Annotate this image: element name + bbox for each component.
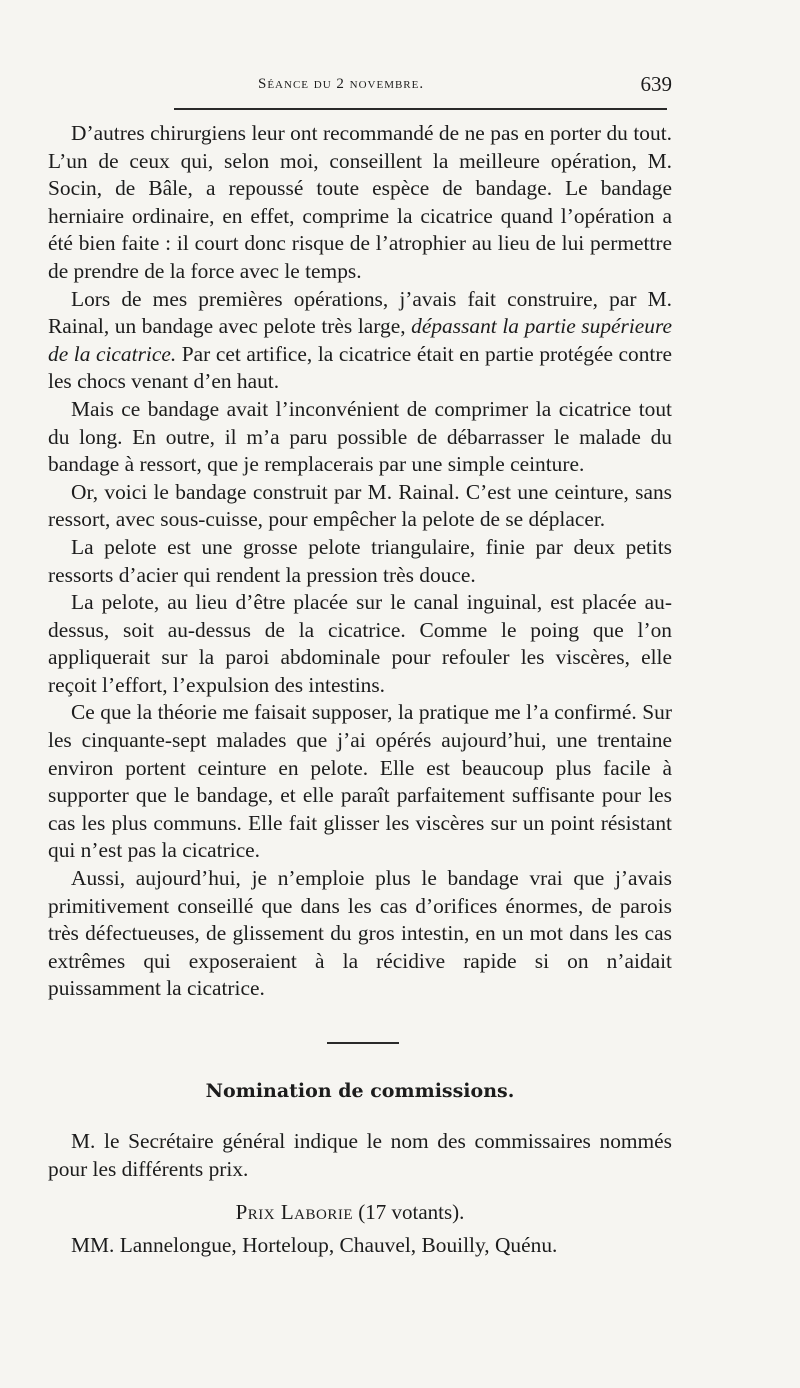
page-number: 639 — [640, 72, 672, 96]
prize-name: Prix Laborie — [235, 1200, 353, 1224]
section-divider — [327, 1042, 399, 1044]
main-text — [48, 120, 672, 1003]
paragraph: La pelote est une grosse pelote triangulaire, finie par deux petits ressorts d’acier qui rendent la pression très douce. — [48, 534, 672, 587]
section-text — [48, 1128, 672, 1183]
paragraph — [48, 286, 672, 396]
emphasized-text: dépassant la partie supérieure de la cicatrice. — [48, 314, 672, 366]
commission-members: MM. Lannelongue, Horteloup, Chauvel, Bouilly, Quénu. — [71, 1233, 558, 1257]
paragraph: La pelote, au lieu d’être placée sur le canal inguinal, est placée au-dessus, soit au-dessus de la cicatrice. Comme le poing que l’on appliquerait sur la paroi abdominale pour refouler les viscères, elle reçoit l’effort, l’expulsion des intestins. — [48, 590, 672, 697]
paragraph: Aussi, aujourd’hui, je n’emploie plus le bandage vrai que j’avais primitivement conseillé que dans les cas d’orifices énormes, de parois très défectueuses, de glissement du gros intestin, en un mot dans les cas extrêmes qui exposeraient à la récidive rapide si on n’aidait puissamment la cicatrice. — [48, 866, 672, 1001]
running-header — [48, 72, 672, 100]
paragraph: Or, voici le bandage construit par M. Rainal. C’est une ceinture, sans ressort, avec sous-cuisse, pour empêcher la pelote de se déplacer. — [48, 479, 672, 532]
section-heading: Nomination de commissions. — [205, 1080, 515, 1102]
header-rule — [174, 108, 667, 110]
prize-votes: (17 votants). — [358, 1200, 465, 1224]
paragraph: Mais ce bandage avait l’inconvénient de comprimer la cicatrice tout du long. En outre, il m’a paru possible de débarrasser le malade du bandage à ressort, que je remplacerais par une simple ceinture. — [48, 396, 672, 477]
paragraph-text: Lors de mes premières opérations, j’avais fait construire, par M. Rainal, un bandage avec pelote très large, — [48, 286, 672, 339]
paragraph-text: Par cet artifice, la cicatrice était en partie protégée contre les chocs venant d’en haut. — [48, 341, 672, 394]
paragraph: M. le Secrétaire général indique le nom des commissaires nommés pour les différents prix. — [48, 1129, 672, 1181]
paragraph: Ce que la théorie me faisait supposer, la pratique me l’a confirmé. Sur les cinquante-sept malades que j’ai opérés aujourd’hui, une trentaine environ portent ceinture en pelote. Elle est beaucoup plus facile à supporter que le bandage, et elle paraît parfaitement suffisante pour les cas les plus communs. Elle fait glisser les viscères sur un point résistant qui n’est pas la cicatrice. — [48, 700, 672, 863]
header-title: Séance du 2 novembre. — [258, 76, 425, 92]
prize-line — [0, 1200, 700, 1225]
paragraph: D’autres chirurgiens leur ont recommandé de ne pas en porter du tout. L’un de ceux qui, selon moi, conseillent la meilleure opération, M. Socin, de Bâle, a repoussé toute espèce de bandage. Le bandage herniaire ordinaire, en effet, comprime la cicatrice quand l’opération a été bien faite : il court donc risque de l’atrophier au lieu de lui permettre de prendre de la force avec le temps. — [48, 121, 672, 283]
